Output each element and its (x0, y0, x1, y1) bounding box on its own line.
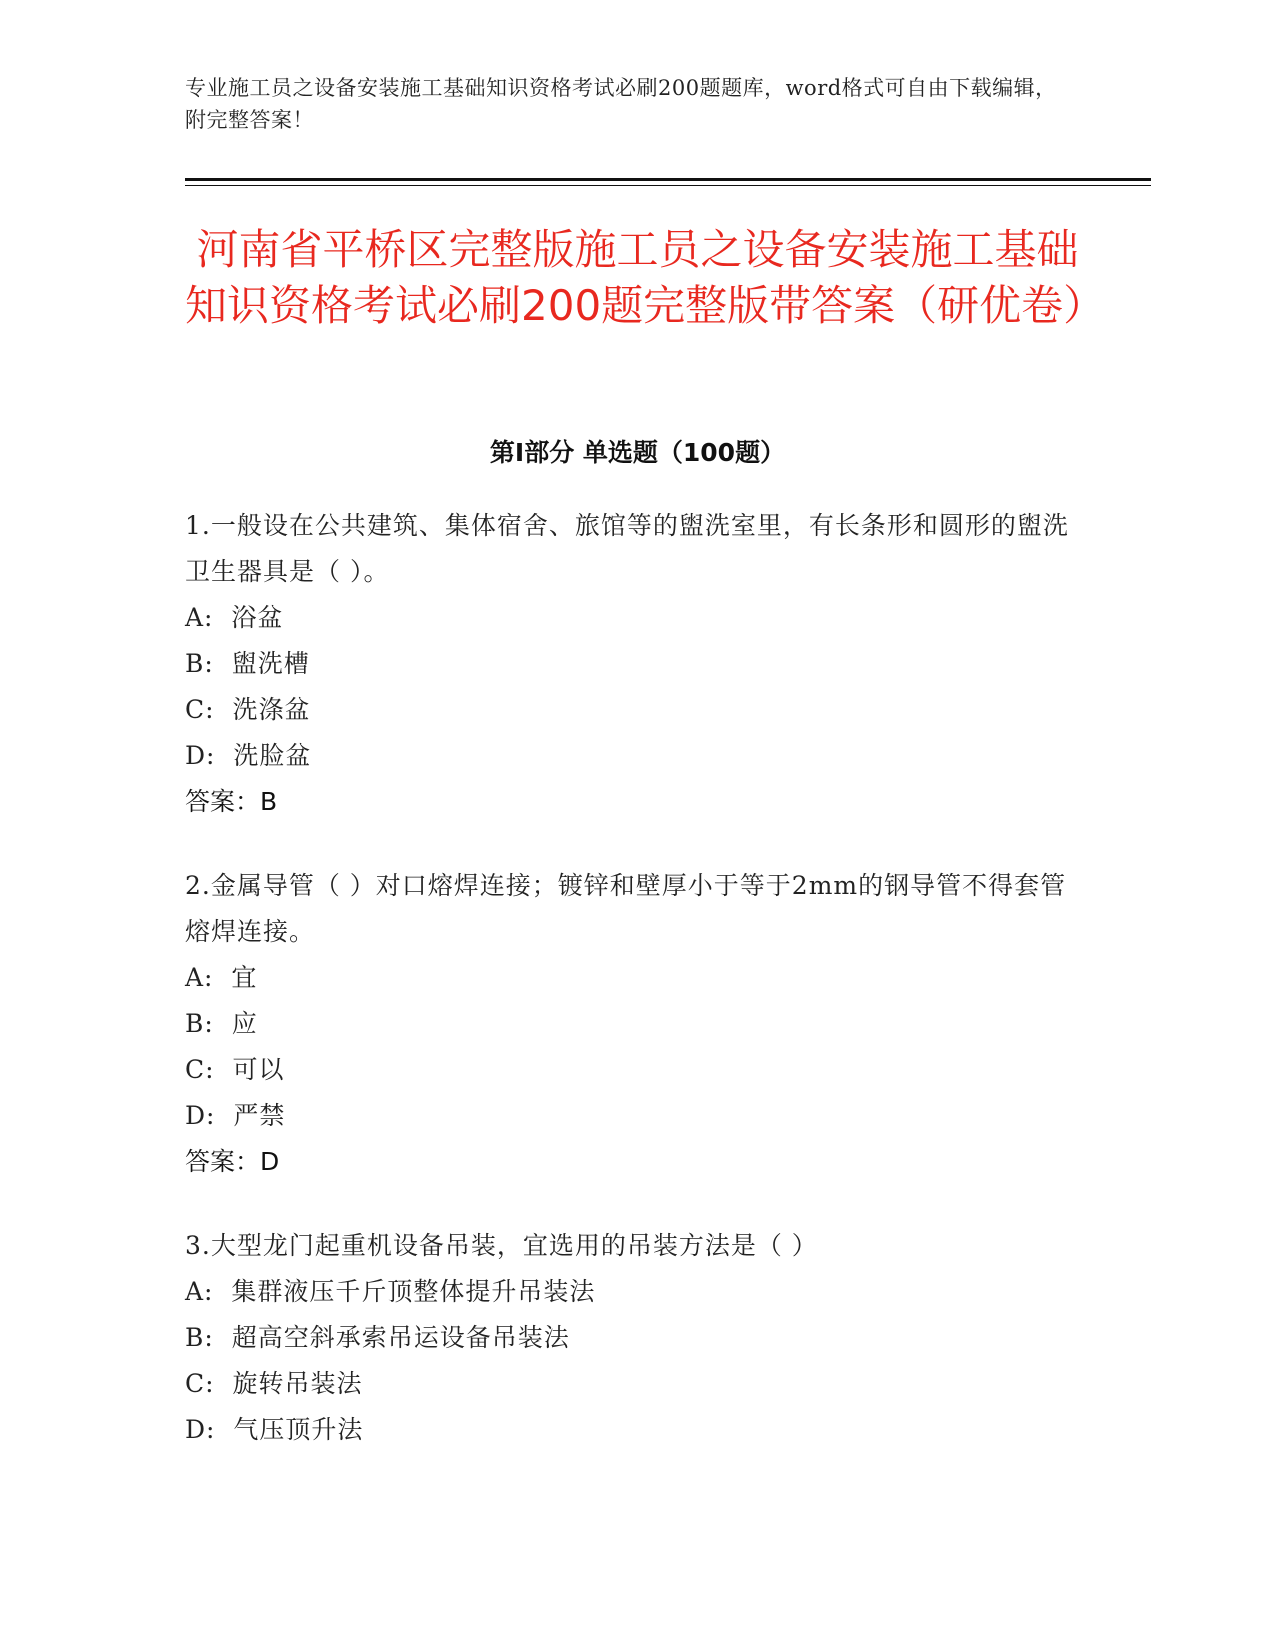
answer: 答案：D (185, 1147, 280, 1176)
header-divider-thick (185, 178, 1151, 181)
option-b: B: 超高空斜承索吊运设备吊装法 (185, 1323, 570, 1352)
question-stem: 3.大型龙门起重机设备吊装，宜选用的吊装方法是（ ） (185, 1231, 818, 1260)
question-1 (185, 503, 1090, 825)
question-stem: 1.一般设在公共建筑、集体宿舍、旅馆等的盥洗室里，有长条形和圆形的盥洗卫生器具是（ ）。 (185, 511, 1069, 586)
option-a: A: 集群液压千斤顶整体提升吊装法 (185, 1277, 596, 1306)
header-divider-thin (185, 185, 1151, 186)
option-d: D: 气压顶升法 (185, 1415, 364, 1444)
option-c: C: 旋转吊装法 (185, 1369, 363, 1398)
option-c: C: 洗涤盆 (185, 695, 311, 724)
section-title: 第Ⅰ部分 单选题（100题） (489, 438, 786, 467)
question-2 (185, 863, 1090, 1185)
document-title: 河南省平桥区完整版施工员之设备安装施工基础知识资格考试必刷200题完整版带答案（研优卷） (185, 225, 1106, 330)
option-b: B: 盥洗槽 (185, 649, 310, 678)
answer: 答案：B (185, 787, 278, 816)
option-b: B: 应 (185, 1009, 258, 1038)
option-d: D: 严禁 (185, 1101, 286, 1130)
option-c: C: 可以 (185, 1055, 285, 1084)
option-a: A: 宜 (185, 963, 258, 992)
option-a: A: 浴盆 (185, 603, 284, 632)
option-d: D: 洗脸盆 (185, 741, 312, 770)
question-stem: 2.金属导管（ ）对口熔焊连接；镀锌和壁厚小于等于2mm的钢导管不得套管熔焊连接。 (185, 871, 1067, 946)
question-3 (185, 1223, 1090, 1453)
header-note: 专业施工员之设备安装施工基础知识资格考试必刷200题题库，word格式可自由下载编辑，附完整答案！ (185, 76, 1057, 132)
